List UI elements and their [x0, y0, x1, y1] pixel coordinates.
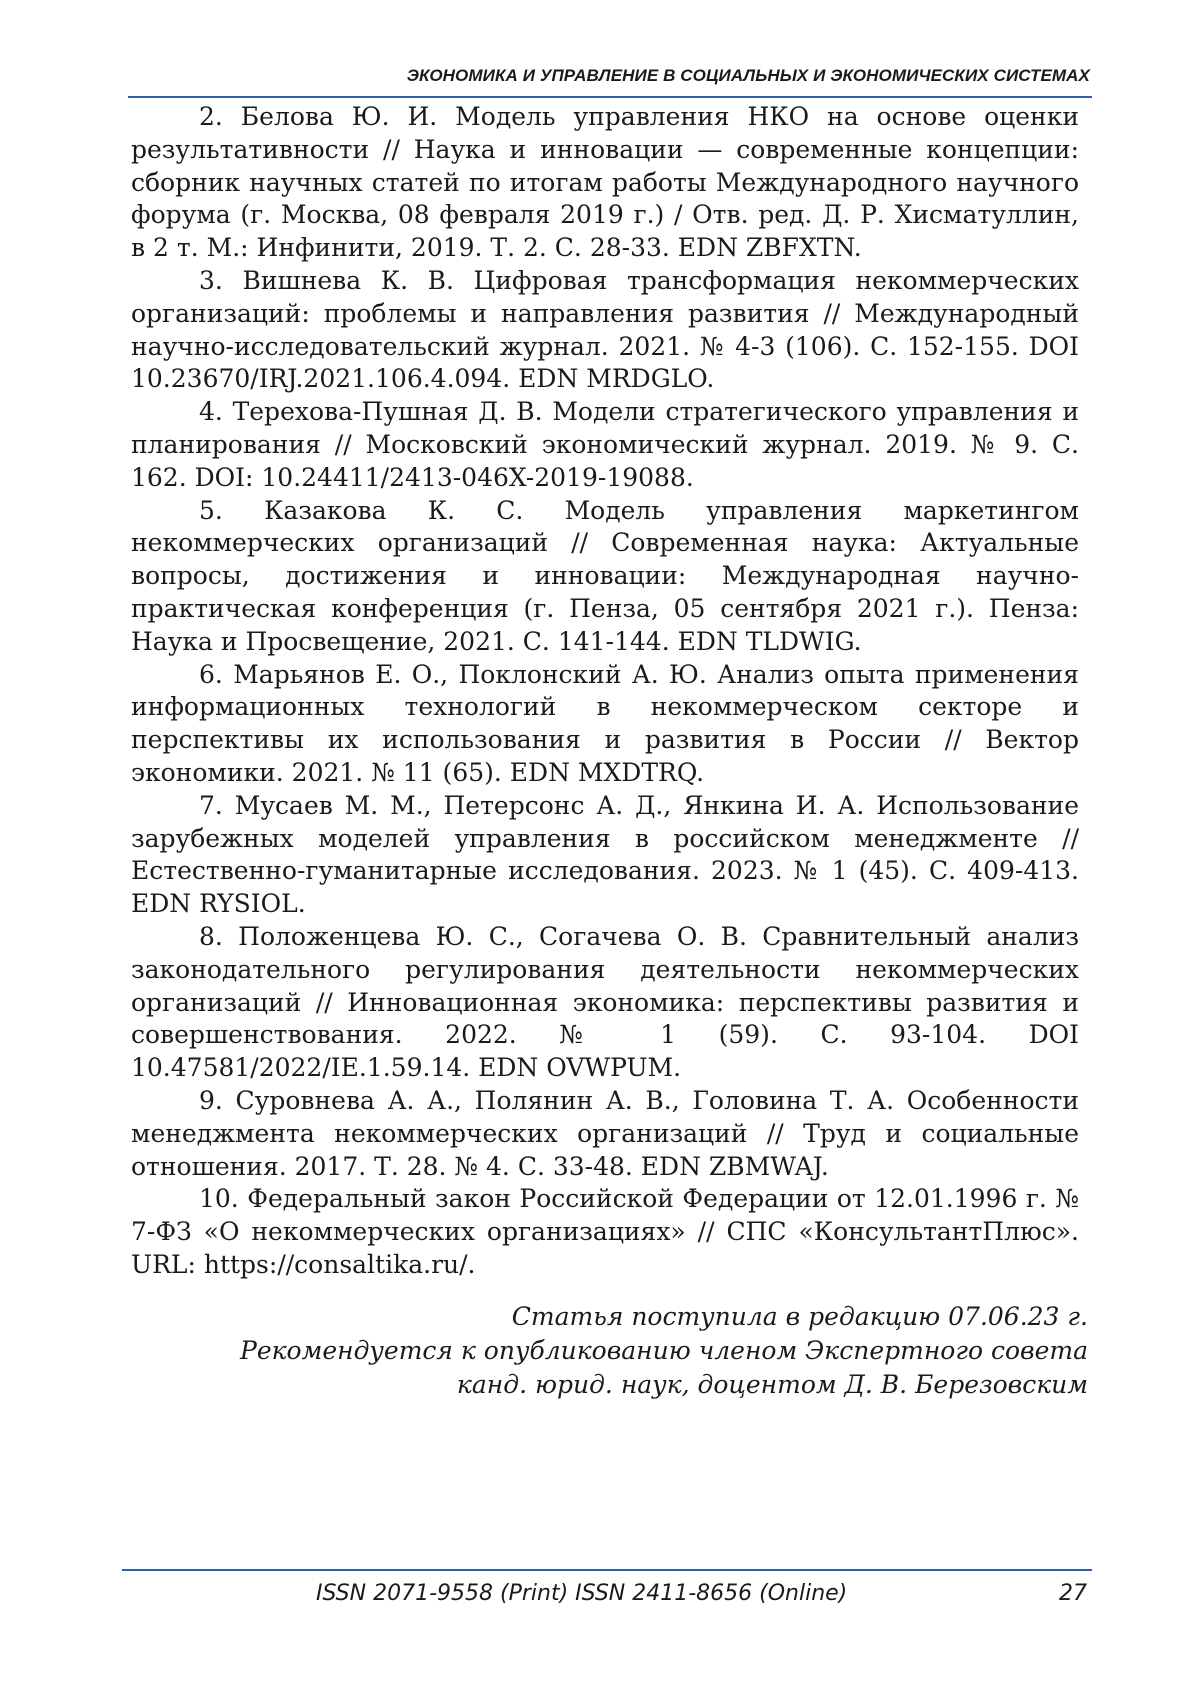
- issn-footer: ISSN 2071-9558 (Print) ISSN 2411-8656 (Online): [316, 1581, 848, 1606]
- reference-item: 3. Вишнева К. В. Цифровая трансформация некоммерческих организаций: проблемы и направления развития // Международный научно-исследовательский журнал. 2021. № 4-3 (106). С. 152-155. DOI 10.23670/IRJ.2021.106.4.094. EDN MRDGLO.: [131, 265, 1079, 394]
- reference-item: 5. Казакова К. С. Модель управления маркетингом некоммерческих организаций // Современная наука: Актуальные вопросы, достижения и инновации: Международная научно-практическая конференция (г. Пенза, 05 сентября 2021 г.). Пенза: Наука и Просвещение, 2021. С. 141-144. EDN TLDWIG.: [131, 495, 1079, 656]
- reference-item: 2. Белова Ю. И. Модель управления НКО на основе оценки результативности // Наука и инновации — современные концепции: сборник научных статей по итогам работы Международного научного форума (г. Москва, 08 февраля 2019 г.) / Отв. ред. Д. Р. Хисматуллин, в 2 т. М.: Инфинити, 2019. Т. 2. С. 28-33. EDN ZBFXTN.: [131, 102, 1079, 263]
- page-number: 27: [1059, 1581, 1087, 1606]
- reference-list: [131, 101, 1079, 1282]
- header-rule: [128, 96, 1092, 98]
- editorial-note: [240, 1300, 1088, 1402]
- reference-item: 8. Положенцева Ю. С., Согачева О. В. Сравнительный анализ законодательного регулирования деятельности некоммерческих организаций // Инновационная экономика: перспективы развития и совершенствования. 2022. № 1 (59). С. 93-104. DOI 10.47581/2022/IE.1.59.14. EDN OVWPUM.: [131, 921, 1079, 1083]
- reference-item: 10. Федеральный закон Российской Федерации от 12.01.1996 г. № 7-ФЗ «О некоммерческих организациях» // СПС «КонсультантПлюс». URL: https://consaltika.ru/.: [131, 1184, 1079, 1279]
- footer-rule: [122, 1569, 1092, 1571]
- received-date: Статья поступила в редакцию 07.06.23 г.: [511, 1302, 1088, 1331]
- reviewer-line: канд. юрид. наук, доцентом Д. В. Березовским: [456, 1370, 1088, 1399]
- recommendation-line: Рекомендуется к опубликованию членом Экспертного совета: [240, 1336, 1088, 1365]
- reference-item: 7. Мусаев М. М., Петерсонс А. Д., Янкина И. А. Использование зарубежных моделей управления в российском менеджменте // Естественно-гуманитарные исследования. 2023. № 1 (45). С. 409-413. EDN RYSIOL.: [131, 790, 1079, 919]
- journal-running-title: ЭКОНОМИКА И УПРАВЛЕНИЕ В СОЦИАЛЬНЫХ И ЭКОНОМИЧЕСКИХ СИСТЕМАХ: [406, 66, 1090, 85]
- reference-item: 4. Терехова-Пушная Д. В. Модели стратегического управления и планирования // Московский экономический журнал. 2019. № 9. С. 162. DOI: 10.24411/2413-046X-2019-19088.: [131, 397, 1079, 492]
- reference-item: 6. Марьянов Е. О., Поклонский А. Ю. Анализ опыта применения информационных технологий в некоммерческом секторе и перспективы их использования и развития в России // Вектор экономики. 2021. № 11 (65). EDN MXDTRQ.: [131, 659, 1079, 787]
- reference-item: 9. Суровнева А. А., Полянин А. В., Головина Т. А. Особенности менеджмента некоммерческих организаций // Труд и социальные отношения. 2017. Т. 28. № 4. С. 33-48. EDN ZBMWAJ.: [131, 1085, 1079, 1181]
